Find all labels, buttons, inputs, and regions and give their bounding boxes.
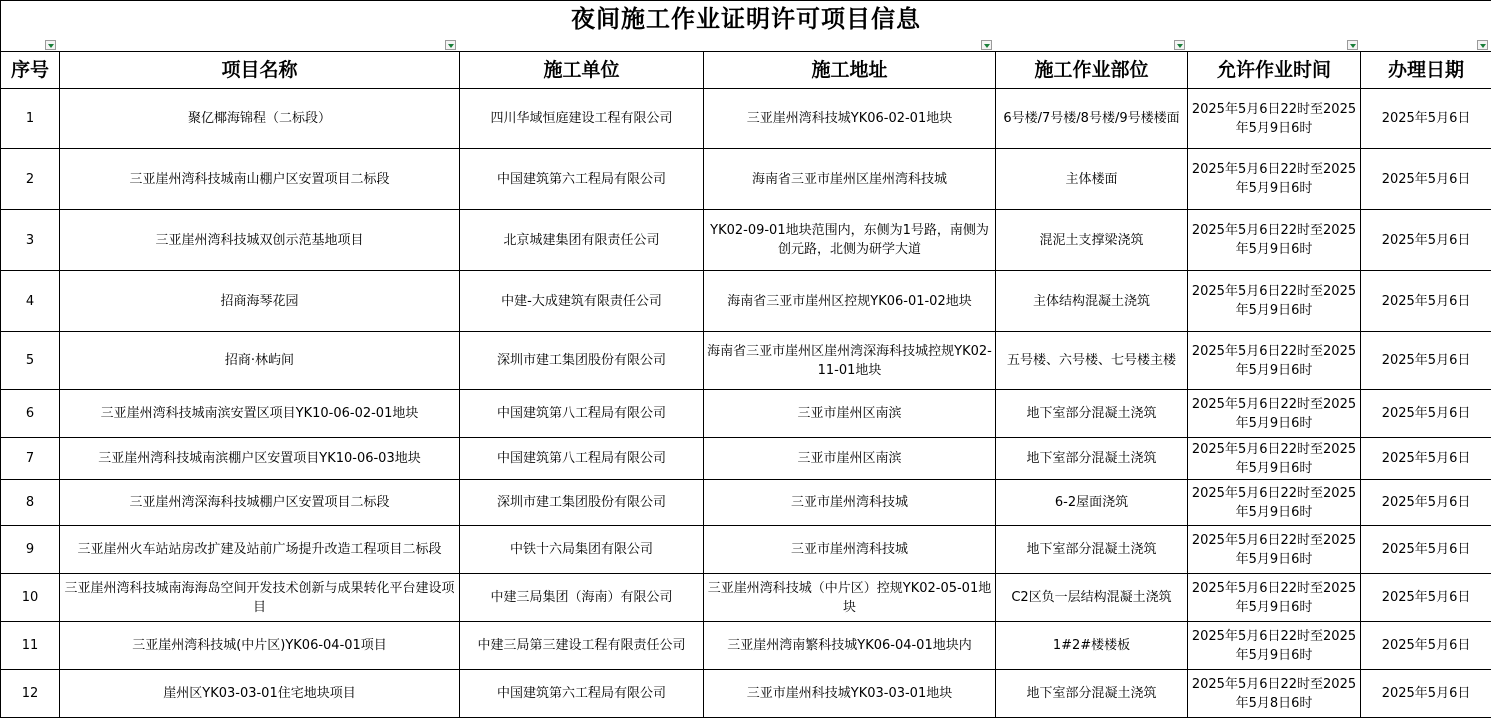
cell-time[interactable]: 2025年5月6日22时至2025年5月9日6时 xyxy=(1188,149,1361,210)
cell-address[interactable]: 三亚崖州湾南繁科技城YK06-04-01地块内 xyxy=(704,622,996,670)
cell-part[interactable]: 地下室部分混凝土浇筑 xyxy=(996,438,1188,480)
cell-date[interactable]: 2025年5月6日 xyxy=(1361,670,1491,718)
cell-seq[interactable]: 9 xyxy=(1,526,60,574)
cell-seq[interactable]: 7 xyxy=(1,438,60,480)
cell-part[interactable]: 地下室部分混凝土浇筑 xyxy=(996,390,1188,438)
table-row xyxy=(1,438,1491,480)
cell-company[interactable]: 中国建筑第六工程局有限公司 xyxy=(460,149,704,210)
cell-part[interactable]: 1#2#楼楼板 xyxy=(996,622,1188,670)
cell-date[interactable]: 2025年5月6日 xyxy=(1361,210,1491,271)
filter-dropdown-icon[interactable] xyxy=(445,40,456,50)
header-company: 施工单位 xyxy=(460,52,704,89)
cell-time[interactable]: 2025年5月6日22时至2025年5月9日6时 xyxy=(1188,480,1361,526)
cell-name[interactable]: 招商海琴花园 xyxy=(60,271,460,332)
cell-time[interactable]: 2025年5月6日22时至2025年5月9日6时 xyxy=(1188,332,1361,390)
cell-part[interactable]: 主体结构混凝土浇筑 xyxy=(996,271,1188,332)
cell-seq[interactable]: 2 xyxy=(1,149,60,210)
cell-date[interactable]: 2025年5月6日 xyxy=(1361,332,1491,390)
cell-seq[interactable]: 11 xyxy=(1,622,60,670)
cell-address[interactable]: 三亚市崖州区南滨 xyxy=(704,390,996,438)
cell-address[interactable]: 三亚市崖州区南滨 xyxy=(704,438,996,480)
cell-company[interactable]: 中国建筑第六工程局有限公司 xyxy=(460,670,704,718)
cell-company[interactable]: 中建三局集团（海南）有限公司 xyxy=(460,574,704,622)
cell-address[interactable]: 三亚崖州湾科技城YK06-02-01地块 xyxy=(704,89,996,149)
cell-part[interactable]: 6号楼/7号楼/8号楼/9号楼楼面 xyxy=(996,89,1188,149)
cell-company[interactable]: 深圳市建工集团股份有限公司 xyxy=(460,332,704,390)
table-row xyxy=(1,89,1491,149)
table-row xyxy=(1,670,1491,718)
table-row xyxy=(1,622,1491,670)
cell-name[interactable]: 三亚崖州湾科技城双创示范基地项目 xyxy=(60,210,460,271)
cell-seq[interactable]: 6 xyxy=(1,390,60,438)
cell-part[interactable]: 五号楼、六号楼、七号楼主楼 xyxy=(996,332,1188,390)
cell-company[interactable]: 中国建筑第八工程局有限公司 xyxy=(460,390,704,438)
cell-time[interactable]: 2025年5月6日22时至2025年5月9日6时 xyxy=(1188,622,1361,670)
cell-name[interactable]: 三亚崖州湾科技城南海海岛空间开发技术创新与成果转化平台建设项目 xyxy=(60,574,460,622)
table-row xyxy=(1,390,1491,438)
header-seq: 序号 xyxy=(1,52,60,89)
cell-name[interactable]: 崖州区YK03-03-01住宅地块项目 xyxy=(60,670,460,718)
cell-company[interactable]: 四川华域恒庭建设工程有限公司 xyxy=(460,89,704,149)
cell-seq[interactable]: 12 xyxy=(1,670,60,718)
cell-part[interactable]: 主体楼面 xyxy=(996,149,1188,210)
cell-part[interactable]: 地下室部分混凝土浇筑 xyxy=(996,670,1188,718)
header-part: 施工作业部位 xyxy=(996,52,1188,89)
cell-time[interactable]: 2025年5月6日22时至2025年5月9日6时 xyxy=(1188,390,1361,438)
cell-part[interactable]: C2区负一层结构混凝土浇筑 xyxy=(996,574,1188,622)
cell-seq[interactable]: 4 xyxy=(1,271,60,332)
cell-company[interactable]: 北京城建集团有限责任公司 xyxy=(460,210,704,271)
cell-date[interactable]: 2025年5月6日 xyxy=(1361,574,1491,622)
header-name: 项目名称 xyxy=(60,52,460,89)
table-row xyxy=(1,332,1491,390)
cell-part[interactable]: 6-2屋面浇筑 xyxy=(996,480,1188,526)
cell-address[interactable]: 海南省三亚市崖州区崖州湾深海科技城控规YK02-11-01地块 xyxy=(704,332,996,390)
cell-time[interactable]: 2025年5月6日22时至2025年5月9日6时 xyxy=(1188,271,1361,332)
cell-date[interactable]: 2025年5月6日 xyxy=(1361,149,1491,210)
cell-name[interactable]: 聚亿椰海锦程（二标段） xyxy=(60,89,460,149)
cell-time[interactable]: 2025年5月6日22时至2025年5月9日6时 xyxy=(1188,526,1361,574)
cell-address[interactable]: 海南省三亚市崖州区崖州湾科技城 xyxy=(704,149,996,210)
cell-name[interactable]: 三亚崖州湾科技城南山棚户区安置项目二标段 xyxy=(60,149,460,210)
table-row xyxy=(1,210,1491,271)
cell-name[interactable]: 三亚崖州湾深海科技城棚户区安置项目二标段 xyxy=(60,480,460,526)
cell-part[interactable]: 混泥土支撑梁浇筑 xyxy=(996,210,1188,271)
page-title: 夜间施工作业证明许可项目信息 xyxy=(571,4,922,33)
cell-seq[interactable]: 10 xyxy=(1,574,60,622)
cell-address[interactable]: YK02-09-01地块范围内，东侧为1号路，南侧为创元路，北侧为研学大道 xyxy=(704,210,996,271)
cell-date[interactable]: 2025年5月6日 xyxy=(1361,480,1491,526)
title-cell xyxy=(1,1,1491,52)
header-time: 允许作业时间 xyxy=(1188,52,1361,89)
cell-name[interactable]: 三亚崖州火车站站房改扩建及站前广场提升改造工程项目二标段 xyxy=(60,526,460,574)
cell-time[interactable]: 2025年5月6日22时至2025年5月9日6时 xyxy=(1188,210,1361,271)
cell-part[interactable]: 地下室部分混凝土浇筑 xyxy=(996,526,1188,574)
table-row xyxy=(1,480,1491,526)
cell-date[interactable]: 2025年5月6日 xyxy=(1361,622,1491,670)
cell-seq[interactable]: 3 xyxy=(1,210,60,271)
cell-company[interactable]: 中建-大成建筑有限责任公司 xyxy=(460,271,704,332)
filter-dropdown-icon[interactable] xyxy=(981,40,992,50)
cell-time[interactable]: 2025年5月6日22时至2025年5月9日6时 xyxy=(1188,89,1361,149)
table-row xyxy=(1,271,1491,332)
cell-address[interactable]: 三亚市崖州科技城YK03-03-01地块 xyxy=(704,670,996,718)
cell-date[interactable]: 2025年5月6日 xyxy=(1361,390,1491,438)
cell-name[interactable]: 三亚崖州湾科技城(中片区)YK06-04-01项目 xyxy=(60,622,460,670)
header-date: 办理日期 xyxy=(1361,52,1491,89)
cell-address[interactable]: 海南省三亚市崖州区控规YK06-01-02地块 xyxy=(704,271,996,332)
cell-name[interactable]: 三亚崖州湾科技城南滨安置区项目YK10-06-02-01地块 xyxy=(60,390,460,438)
cell-address[interactable]: 三亚市崖州湾科技城 xyxy=(704,480,996,526)
cell-date[interactable]: 2025年5月6日 xyxy=(1361,271,1491,332)
table-row xyxy=(1,149,1491,210)
cell-date[interactable]: 2025年5月6日 xyxy=(1361,89,1491,149)
cell-time[interactable]: 2025年5月6日22时至2025年5月9日6时 xyxy=(1188,438,1361,480)
cell-date[interactable]: 2025年5月6日 xyxy=(1361,526,1491,574)
cell-name[interactable]: 三亚崖州湾科技城南滨棚户区安置项目YK10-06-03地块 xyxy=(60,438,460,480)
header-address: 施工地址 xyxy=(704,52,996,89)
filter-dropdown-icon[interactable] xyxy=(1174,40,1185,50)
cell-company[interactable]: 深圳市建工集团股份有限公司 xyxy=(460,480,704,526)
filter-dropdown-icon[interactable] xyxy=(45,40,56,50)
cell-company[interactable]: 中建三局第三建设工程有限责任公司 xyxy=(460,622,704,670)
table-row xyxy=(1,574,1491,622)
cell-seq[interactable]: 8 xyxy=(1,480,60,526)
cell-time[interactable]: 2025年5月6日22时至2025年5月9日6时 xyxy=(1188,574,1361,622)
filter-dropdown-icon[interactable] xyxy=(1347,40,1358,50)
cell-address[interactable]: 三亚崖州湾科技城（中片区）控规YK02-05-01地块 xyxy=(704,574,996,622)
cell-address[interactable]: 三亚市崖州湾科技城 xyxy=(704,526,996,574)
cell-company[interactable]: 中铁十六局集团有限公司 xyxy=(460,526,704,574)
cell-name[interactable]: 招商·林屿间 xyxy=(60,332,460,390)
cell-seq[interactable]: 5 xyxy=(1,332,60,390)
filter-dropdown-icon[interactable] xyxy=(1477,40,1488,50)
table-row xyxy=(1,526,1491,574)
cell-date[interactable]: 2025年5月6日 xyxy=(1361,438,1491,480)
cell-seq[interactable]: 1 xyxy=(1,89,60,149)
cell-company[interactable]: 中国建筑第八工程局有限公司 xyxy=(460,438,704,480)
cell-time[interactable]: 2025年5月6日22时至2025年5月8日6时 xyxy=(1188,670,1361,718)
header-row xyxy=(1,52,1491,89)
